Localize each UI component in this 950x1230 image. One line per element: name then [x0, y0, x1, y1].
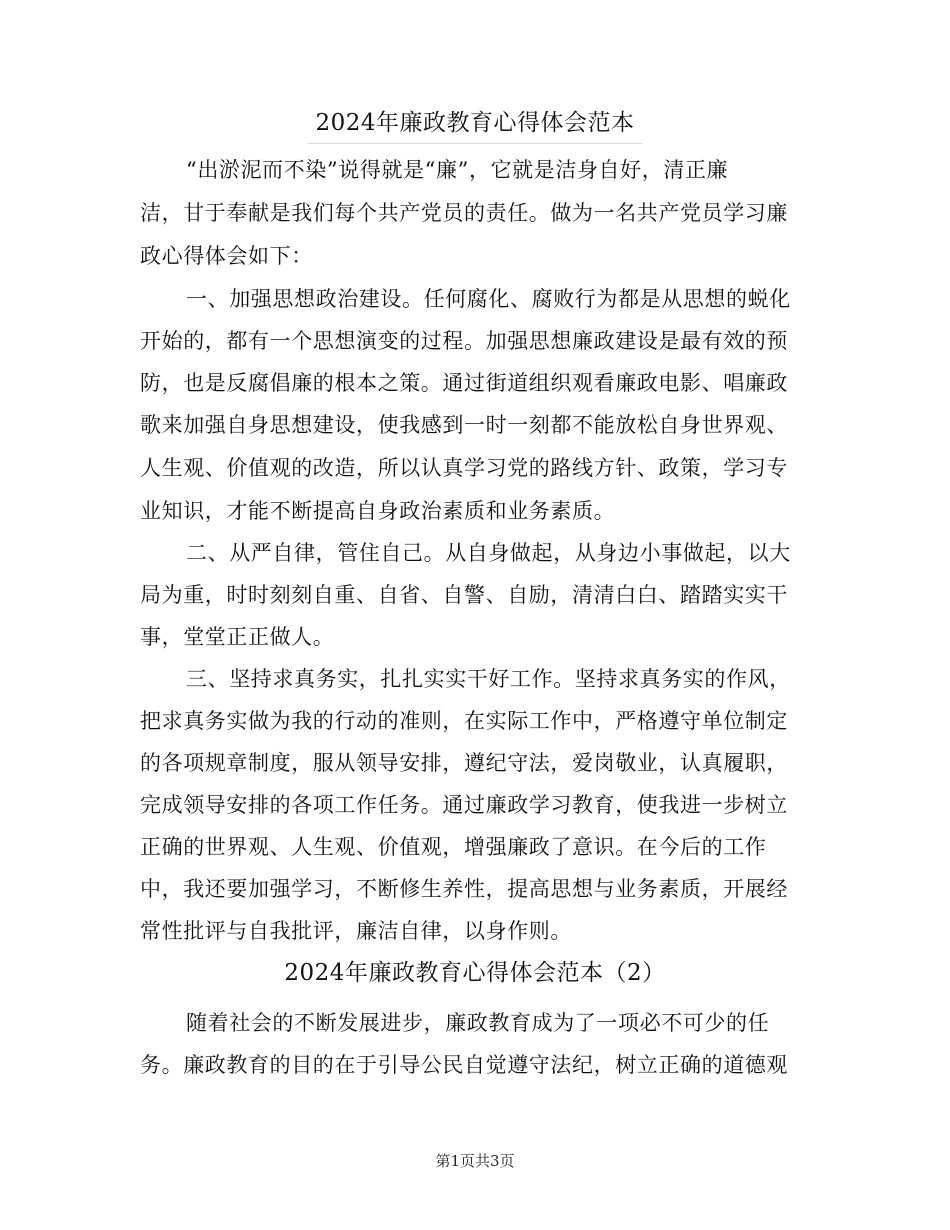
paragraph-1-line-1: “出淤泥而不染”说得就是“廉”，它就是洁身自好，清正廉 [186, 158, 729, 182]
paragraph-4-line-5: 正确的世界观、人生观、价值观，增强廉政了意识。在今后的工作 [140, 835, 767, 859]
page-number-footer: 第1页共3页 [435, 1152, 515, 1170]
paragraph-4-line-4: 完成领导安排的各项工作任务。通过廉政学习教育，使我进一步树立 [140, 793, 788, 817]
paragraph-3-line-3: 事，堂堂正正做人。 [140, 625, 335, 649]
paragraph-4-line-3: 的各项规章制度，服从领导安排，遵纪守法，爱岗敬业，认真履职， [140, 751, 788, 775]
paragraph-1-line-2: 洁，甘于奉献是我们每个共产党员的责任。做为一名共产党员学习廉 [140, 201, 788, 225]
paragraph-2-line-3: 防，也是反腐倡廉的根本之策。通过街道组织观看廉政电影、唱廉政 [140, 371, 788, 395]
paragraph-4-line-7: 常性批评与自我批评，廉洁自律，以身作则。 [140, 919, 572, 943]
paragraph-5-line-1: 随着社会的不断发展进步，廉政教育成为了一项必不可少的任 [186, 1011, 770, 1035]
paragraph-1-line-3: 政心得体会如下： [140, 244, 313, 268]
section-title: 2024年廉政教育心得体会范本（2） [284, 960, 666, 986]
paragraph-5-line-2: 务。廉政教育的目的在于引导公民自觉遵守法纪，树立正确的道德观 [140, 1053, 788, 1077]
paragraph-4-line-1: 三、坚持求真务实，扎扎实实干好工作。坚持求真务实的作风， [186, 667, 791, 691]
paragraph-4-line-6: 中，我还要加强学习，不断修生养性，提高思想与业务素质，开展经 [140, 877, 788, 901]
paragraph-3-line-1: 二、从严自律，管住自己。从自身做起，从身边小事做起，以大 [186, 541, 791, 565]
document-title: 2024年廉政教育心得体会范本 [315, 110, 635, 136]
paragraph-2-line-4: 歌来加强自身思想建设，使我感到一时一刻都不能放松自身世界观、 [140, 413, 788, 437]
paragraph-2-line-6: 业知识，才能不断提高自身政治素质和业务素质。 [140, 499, 616, 523]
paragraph-2-line-5: 人生观、价值观的改造，所以认真学习党的路线方针、政策，学习专 [140, 456, 788, 480]
title-underline [308, 143, 642, 144]
paragraph-2-line-2: 开始的，都有一个思想演变的过程。加强思想廉政建设是最有效的预 [140, 329, 788, 353]
paragraph-2-line-1: 一、加强思想政治建设。任何腐化、腐败行为都是从思想的蜕化 [186, 287, 791, 311]
paragraph-3-line-2: 局为重，时时刻刻自重、自省、自警、自励，清清白白、踏踏实实干 [140, 583, 788, 607]
paragraph-4-line-2: 把求真务实做为我的行动的准则，在实际工作中，严格遵守单位制定 [140, 709, 788, 733]
